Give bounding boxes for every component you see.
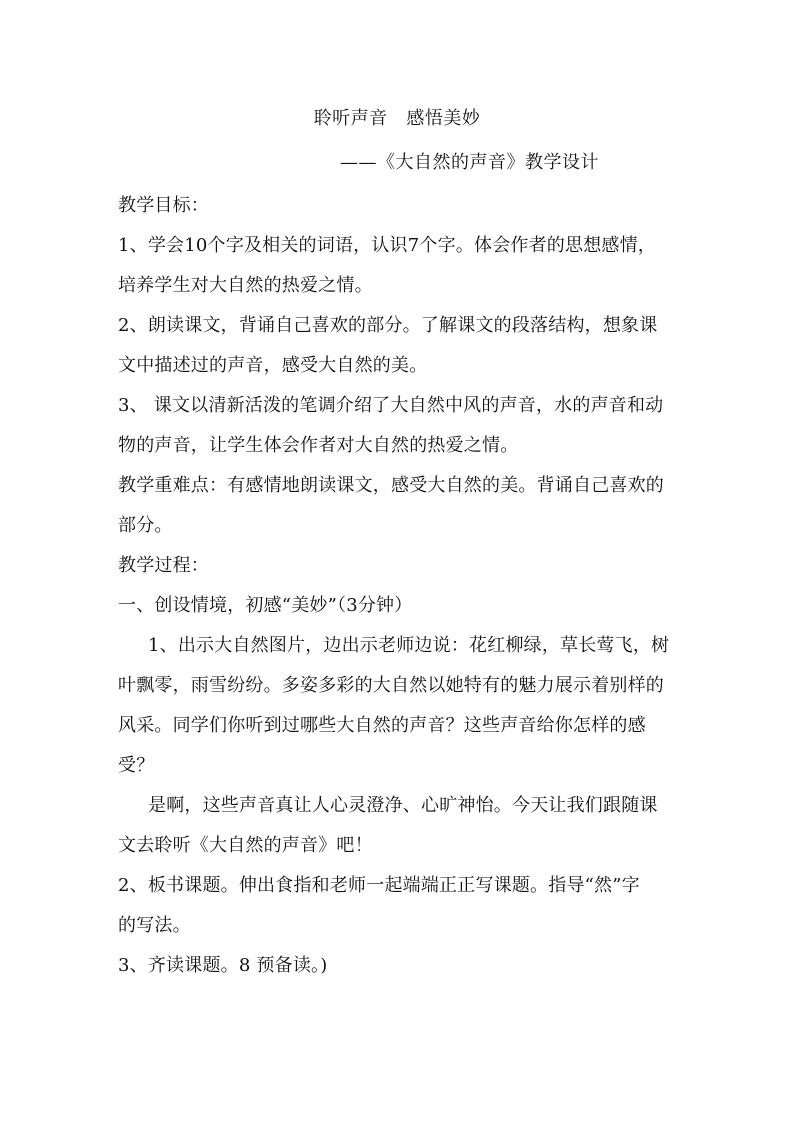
paragraph-line: 的写法。 [118, 915, 191, 936]
paragraph-line: 培养学生对大自然的热爱之情。 [118, 275, 373, 296]
paragraph-line: 受？ [118, 755, 155, 776]
paragraph-line: 3、齐读课题。8 预备读。) [118, 955, 328, 976]
document-body [118, 186, 678, 986]
paragraph-line: 文去聆听《大自然的声音》吧！ [118, 835, 373, 856]
paragraph-line: 部分。 [118, 515, 173, 536]
paragraph-line: 风采。同学们你听到过哪些大自然的声音？这些声音给你怎样的感 [118, 715, 646, 736]
paragraph-line: 1、出示大自然图片，边出示老师边说：花红柳绿，草长莺飞，树 [148, 635, 670, 656]
document-title: 聆听声音 感悟美妙 [313, 108, 481, 129]
paragraph-line: 物的声音，让学生体会作者对大自然的热爱之情。 [118, 435, 519, 456]
paragraph-line: 教学重难点：有感情地朗读课文，感受大自然的美。背诵自己喜欢的 [118, 475, 664, 496]
paragraph-line: 2、朗读课文，背诵自己喜欢的部分。了解课文的段落结构，想象课 [118, 315, 658, 336]
paragraph-line: 1、学会10个字及相关的词语，认识7个字。体会作者的思想感情， [118, 235, 657, 256]
section-heading-step-one: 一、创设情境，初感“美妙”（3分钟） [118, 595, 413, 616]
section-heading-process: 教学过程： [118, 555, 209, 576]
paragraph-line: 2、板书课题。伸出食指和老师一起端端正正写课题。指导“然”字 [118, 875, 640, 896]
paragraph-line: 叶飘零，雨雪纷纷。多姿多彩的大自然以她特有的魅力展示着别样的 [118, 675, 664, 696]
paragraph-line: 是啊，这些声音真让人心灵澄净、心旷神怡。今天让我们跟随课 [148, 795, 658, 816]
document-subtitle: ——《大自然的声音》教学设计 [340, 152, 599, 173]
paragraph-line: 文中描述过的声音，感受大自然的美。 [118, 355, 428, 376]
section-heading-objectives: 教学目标： [118, 195, 209, 216]
paragraph-line: 3、 课文以清新活泼的笔调介绍了大自然中风的声音，水的声音和动 [118, 395, 664, 416]
